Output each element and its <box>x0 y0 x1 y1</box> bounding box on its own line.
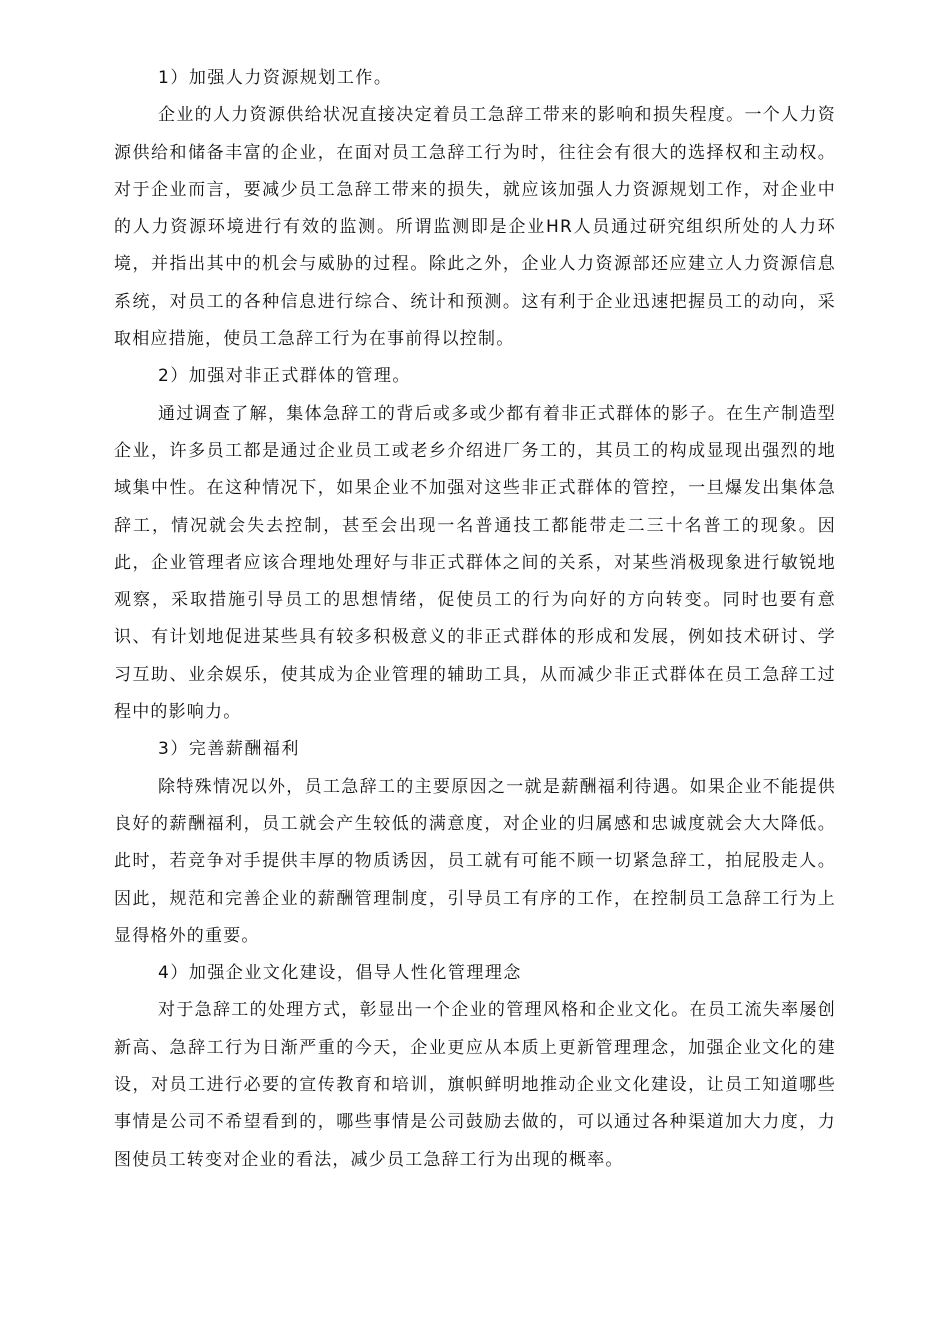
section-heading: 3）完善薪酬福利 <box>158 739 300 760</box>
section-hr-planning <box>114 60 836 358</box>
section-paragraph: 对于急辞工的处理方式，彰显出一个企业的管理风格和企业文化。在员工流失率屡创新高、急辞工行为日渐严重的今天，企业更应从本质上更新管理理念，加强企业文化的建设，对员工进行必要的宣传教育和培训，旗帜鲜明地推动企业文化建设，让员工知道哪些事情是公司不希望看到的，哪些事情是公司鼓励去做的，可以通过各种渠道加大力度，力图使员工转变对企业的看法，减少员工急辞工行为出现的概率。 <box>114 1000 836 1170</box>
section-paragraph: 通过调查了解，集体急辞工的背后或多或少都有着非正式群体的影子。在生产制造型企业，许多员工都是通过企业员工或老乡介绍进厂务工的，其员工的构成显现出强烈的地域集中性。在这种情况下，如果企业不加强对这些非正式群体的管控，一旦爆发出集体急辞工，情况就会失去控制，甚至会出现一名普通技工都能带走二三十名普工的现象。因此，企业管理者应该合理地处理好与非正式群体之间的关系，对某些消极现象进行敏锐地观察，采取措施引导员工的思想情绪，促使员工的行为向好的方向转变。同时也要有意识、有计划地促进某些具有较多积极意义的非正式群体的形成和发展，例如技术研讨、学习互助、业余娱乐，使其成为企业管理的辅助工具，从而减少非正式群体在员工急辞工过程中的影响力。 <box>114 403 836 723</box>
section-heading: 1）加强人力资源规划工作。 <box>158 68 393 88</box>
section-paragraph: 除特殊情况以外，员工急辞工的主要原因之一就是薪酬福利待遇。如果企业不能提供良好的薪酬福利，员工就会产生较低的满意度，对企业的归属感和忠诚度就会大大降低。此时，若竞争对手提供丰厚的物质诱因，员工就有可能不顾一切紧急辞工，拍屁股走人。因此，规范和完善企业的薪酬管理制度，引导员工有序的工作，在控制员工急辞工行为上显得格外的重要。 <box>114 776 836 946</box>
section-corporate-culture <box>114 955 836 1179</box>
section-compensation <box>114 731 836 955</box>
section-paragraph: 企业的人力资源供给状况直接决定着员工急辞工带来的影响和损失程度。一个人力资源供给和储备丰富的企业，在面对员工急辞工行为时，往往会有很大的选择权和主动权。对于企业而言，要减少员工急辞工带来的损失，就应该加强人力资源规划工作，对企业中的人力资源环境进行有效的监测。所谓监测即是企业HR人员通过研究组织所处的人力环境，并指出其中的机会与威胁的过程。除此之外，企业人力资源部还应建立人力资源信息系统，对员工的各种信息进行综合、统计和预测。这有利于企业迅速把握员工的动向，采取相应措施，使员工急辞工行为在事前得以控制。 <box>114 105 836 350</box>
document-page <box>114 60 836 1179</box>
section-heading: 4）加强企业文化建设，倡导人性化管理理念 <box>158 963 522 984</box>
section-informal-groups <box>114 358 836 731</box>
section-heading: 2）加强对非正式群体的管理。 <box>158 366 411 387</box>
